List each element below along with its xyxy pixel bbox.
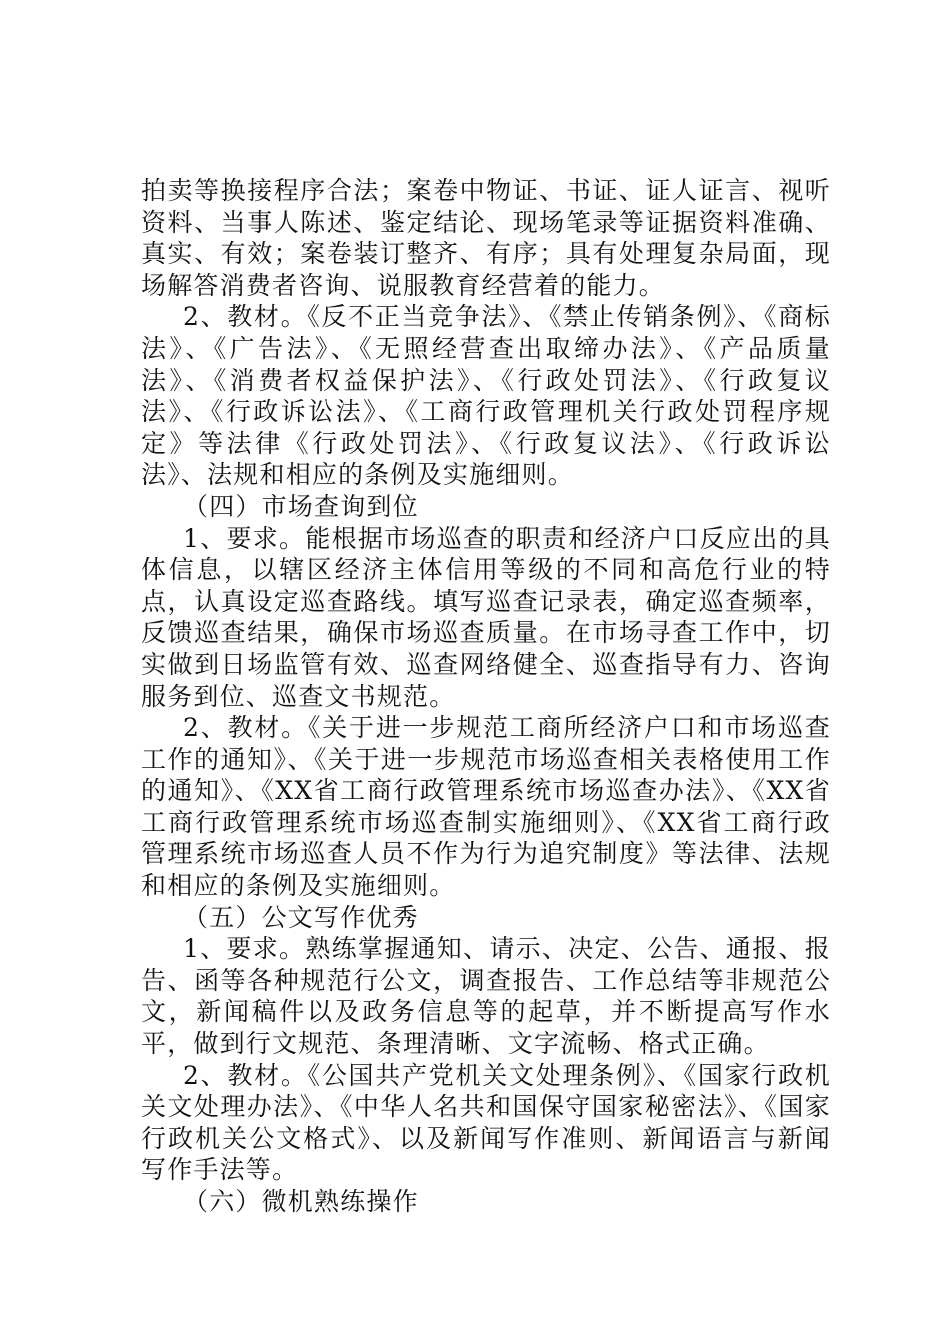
- document-body: [141, 175, 831, 1218]
- section-heading-5: （五）公文写作优秀: [183, 902, 419, 932]
- paragraph-textbooks-4: 2、教材。《关于进一步规范工商所经济户口和市场巡查工作的通知》、《关于进一步规范市场巡查相关表格使用工作的通知》、《XX省工商行政管理系统市场巡查办法》、《XX省工商行政管理系统市场巡查制实施细则》、《XX省工商行政管理系统市场巡查人员不作为行为追究制度》等法律、法规和相应的条例及实施细则。: [141, 713, 831, 901]
- paragraph-continuation: 拍卖等换接程序合法；案卷中物证、书证、证人证言、视听资料、当事人陈述、鉴定结论、现场笔录等证据资料准确、真实、有效；案卷装订整齐、有序；具有处理复杂局面，现场解答消费者咨询、说服教育经营着的能力。: [141, 176, 831, 300]
- paragraph-textbooks-5: 2、教材。《公国共产党机关文处理条例》、《国家行政机关文处理办法》、《中华人名共和国保守国家秘密法》、《国家行政机关公文格式》、以及新闻写作准则、新闻语言与新闻写作手法等。: [141, 1060, 831, 1185]
- paragraph-textbooks-1: 2、教材。《反不正当竞争法》、《禁止传销条例》、《商标法》、《广告法》、《无照经营查出取缔办法》、《产品质量法》、《消费者权益保护法》、《行政处罚法》、《行政复议法》、《行政诉讼法》、《工商行政管理机关行政处罚程序规定》等法律《行政处罚法》、《行政复议法》、《行政诉讼法》、法规和相应的条例及实施细则。: [141, 302, 831, 490]
- paragraph-requirements-4: 1、要求。能根据市场巡查的职责和经济户口反应出的具体信息，以辖区经济主体信用等级的不同和高危行业的特点，认真设定巡查路线。填写巡查记录表，确定巡查频率，反馈巡查结果，确保市场巡查质量。在市场寻查工作中，切实做到日场监管有效、巡查网络健全、巡查指导有力、咨询服务到位、巡查文书规范。: [141, 523, 831, 711]
- section-heading-4: （四）市场查询到位: [183, 491, 419, 521]
- section-heading-6: （六）微机熟练操作: [183, 1187, 419, 1216]
- paragraph-requirements-5: 1、要求。熟练掌握通知、请示、决定、公告、通报、报告、函等各种规范行公文，调查报告、工作总结等非规范公文，新闻稿件以及政务信息等的起草，并不断提高写作水平，做到行文规范、条理清晰、文字流畅、格式正确。: [141, 934, 831, 1059]
